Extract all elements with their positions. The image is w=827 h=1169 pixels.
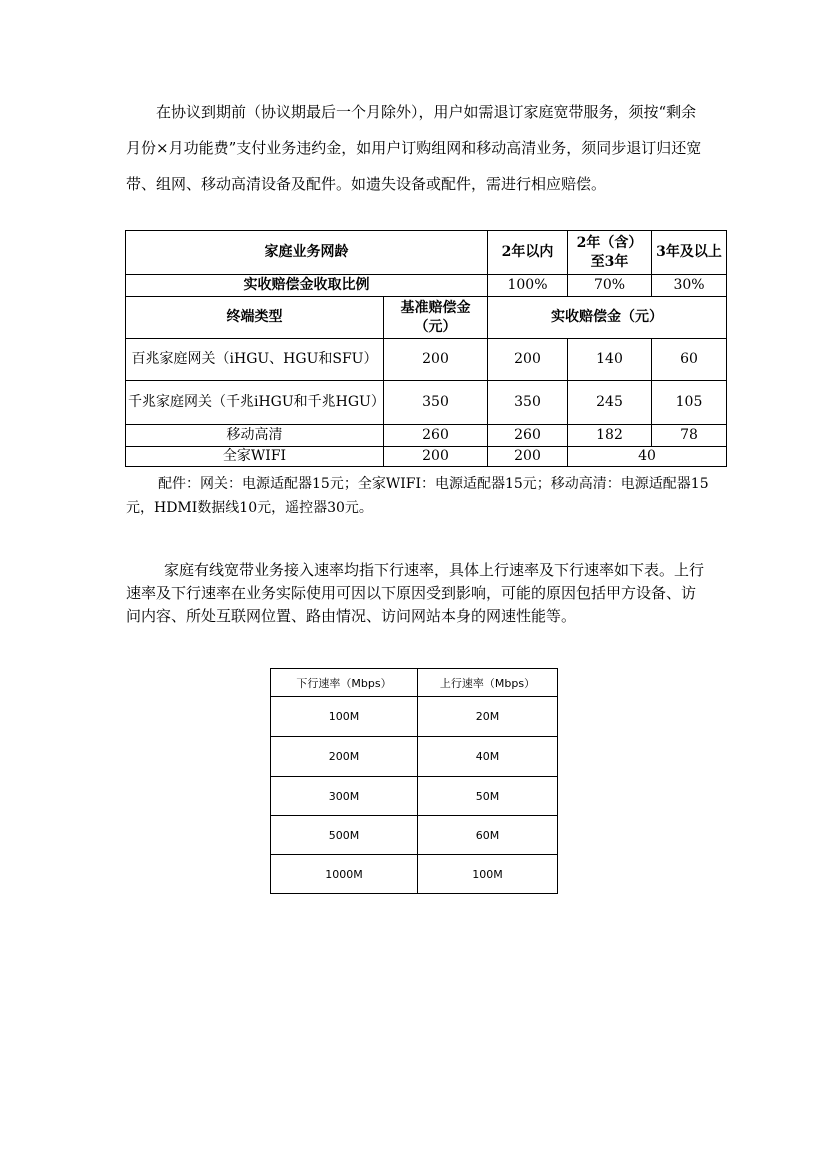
- terminal-type: 移动高清: [126, 425, 384, 447]
- up-speed: 40M: [418, 737, 558, 777]
- accessory-note: 配件：网关：电源适配器15元；全家WIFI：电源适配器15元；移动高清：电源适配器15元，HDMI数据线10元，遥控器30元。: [126, 476, 709, 516]
- table-row: [271, 777, 558, 816]
- down-speed: 500M: [271, 816, 418, 855]
- actual-value: 78: [652, 425, 727, 447]
- actual-value: 260: [488, 425, 568, 447]
- speed-header-up: 上行速率（Mbps）: [418, 669, 558, 697]
- actual-value-merged: 40: [568, 447, 727, 467]
- age-column-3: 3年及以上: [652, 231, 727, 275]
- actual-value: 182: [568, 425, 652, 447]
- actual-value: 245: [568, 381, 652, 425]
- up-speed: 100M: [418, 855, 558, 894]
- up-speed: 20M: [418, 697, 558, 737]
- table-row: [271, 816, 558, 855]
- ratio-value: 70%: [568, 275, 652, 297]
- table-row: [126, 339, 727, 381]
- actual-value: 350: [488, 381, 568, 425]
- actual-value: 200: [488, 339, 568, 381]
- speed-header-down: 下行速率（Mbps）: [271, 669, 418, 697]
- base-value: 200: [384, 339, 488, 381]
- actual-value: 105: [652, 381, 727, 425]
- base-value: 200: [384, 447, 488, 467]
- terminal-header: 终端类型: [126, 297, 384, 339]
- down-speed: 300M: [271, 777, 418, 816]
- table-row: [126, 447, 727, 467]
- actual-value: 60: [652, 339, 727, 381]
- actual-value: 140: [568, 339, 652, 381]
- ratio-value: 30%: [652, 275, 727, 297]
- actual-header: 实收赔偿金（元）: [488, 297, 727, 339]
- age-header: 家庭业务网龄: [126, 231, 488, 275]
- base-value: 260: [384, 425, 488, 447]
- speed-table: [270, 668, 558, 894]
- table-row: [271, 737, 558, 777]
- table-row: [271, 697, 558, 737]
- table-row: [126, 425, 727, 447]
- base-header: 基准赔偿金（元）: [384, 297, 488, 339]
- down-speed: 100M: [271, 697, 418, 737]
- up-speed: 50M: [418, 777, 558, 816]
- down-speed: 200M: [271, 737, 418, 777]
- terminal-type: 千兆家庭网关（千兆iHGU和千兆HGU）: [126, 381, 384, 425]
- terminal-type: 全家WIFI: [126, 447, 384, 467]
- compensation-table: [125, 230, 727, 467]
- ratio-value: 100%: [488, 275, 568, 297]
- age-column-2: 2年（含）至3年: [568, 231, 652, 275]
- terminal-type: 百兆家庭网关（iHGU、HGU和SFU）: [126, 339, 384, 381]
- table-row: [271, 855, 558, 894]
- base-value: 350: [384, 381, 488, 425]
- intro-paragraph: 在协议到期前（协议期最后一个月除外），用户如需退订家庭宽带服务，须按“剩余月份×月功能费”支付业务违约金，如用户订购组网和移动高清业务，须同步退订归还宽带、组网、移动高清设备及配件。如遗失设备或配件，需进行相应赔偿。: [126, 103, 702, 193]
- speed-paragraph: 家庭有线宽带业务接入速率均指下行速率，具体上行速率及下行速率如下表。上行速率及下行速率在业务实际使用可因以下原因受到影响，可能的原因包括甲方设备、访问内容、所处互联网位置、路由情况、访问网站本身的网速性能等。: [126, 561, 705, 625]
- ratio-label: 实收赔偿金收取比例: [126, 275, 488, 297]
- down-speed: 1000M: [271, 855, 418, 894]
- actual-value: 200: [488, 447, 568, 467]
- age-column-1: 2年以内: [488, 231, 568, 275]
- table-row: [126, 381, 727, 425]
- up-speed: 60M: [418, 816, 558, 855]
